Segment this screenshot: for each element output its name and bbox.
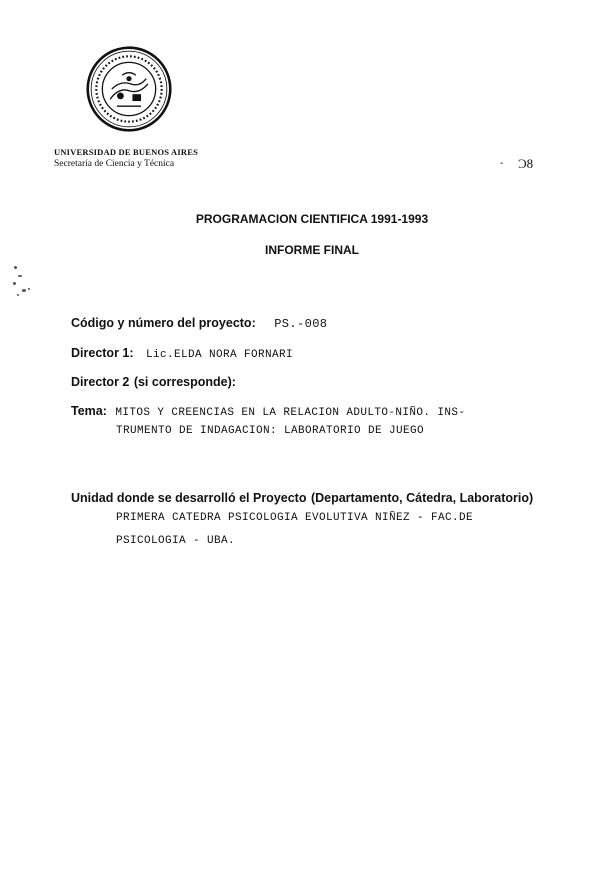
topic-line-1: MITOS Y CREENCIAS EN LA RELACION ADULTO-NIÑO. INS- [115,407,466,419]
director1-row [71,344,293,362]
project-code-label: Código y número del proyecto: [71,316,256,330]
unit-line-1: PRIMERA CATEDRA PSICOLOGIA EVOLUTIVA NIÑEZ - FAC.DE [116,512,474,524]
university-seal-icon [86,46,172,132]
handwritten-margin-mark: Ɔ8 [518,156,534,171]
director2-note: (si corresponde): [133,375,236,389]
director2-row [71,373,236,391]
institution-block [54,146,198,170]
program-title: PROGRAMACION CIENTIFICA 1991-1993 [195,212,429,226]
topic-line-2: TRUMENTO DE INDAGACION: LABORATORIO DE JUEGO [116,425,425,437]
project-code-value: PS.-008 [274,317,328,331]
unit-row [71,489,533,507]
margin-dash: - [500,158,504,169]
institution-name: UNIVERSIDAD DE BUENOS AIRES [54,147,199,157]
project-code-row [71,314,327,332]
topic-label: Tema: [71,404,107,418]
unit-note: (Departamento, Cátedra, Laboratorio) [310,491,534,505]
topic-row [71,402,465,420]
unit-label: Unidad donde se desarrolló el Proyecto [71,491,307,505]
department-name: Secretaría de Ciencia y Técnica [54,159,175,169]
report-title: INFORME FINAL [265,243,359,257]
unit-line-2: PSICOLOGIA - UBA. [116,535,236,547]
director2-label: Director 2 [71,375,130,389]
director1-label: Director 1: [71,346,134,360]
director1-value: Lic.ELDA NORA FORNARI [145,349,294,361]
